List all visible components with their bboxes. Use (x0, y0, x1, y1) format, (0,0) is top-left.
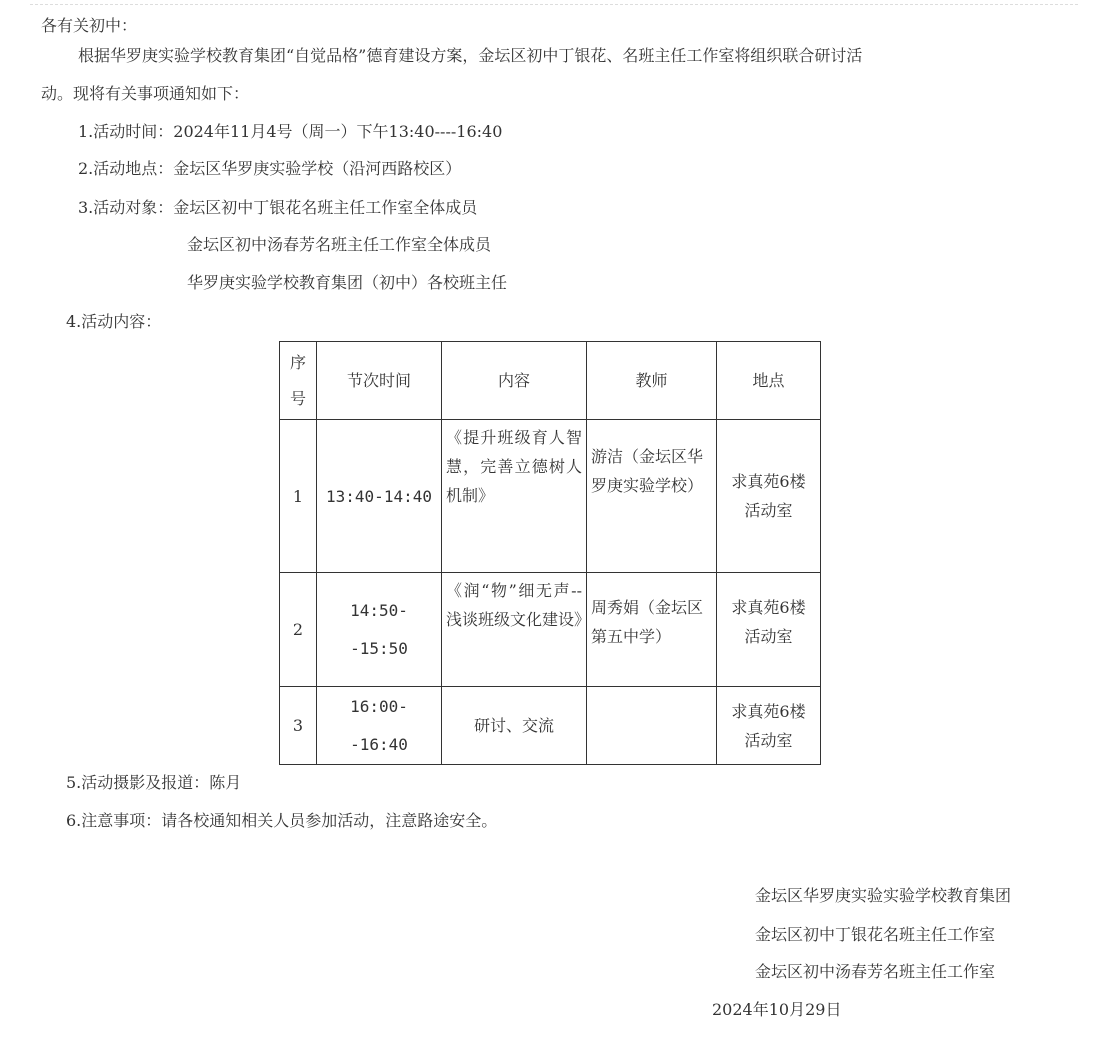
header-place: 地点 (717, 342, 821, 420)
row-2-place: 求真苑6楼活动室 (717, 573, 821, 687)
row-1-no: 1 (280, 420, 317, 573)
signature-org-2: 金坛区初中丁银花名班主任工作室 (755, 925, 996, 944)
row-3-time: 16:00--16:40 (317, 687, 442, 765)
item-notes: 6.注意事项：请各校通知相关人员参加活动，注意路途安全。 (66, 811, 498, 830)
row-1-teacher: 游洁（金坛区华罗庚实验学校） (587, 420, 717, 573)
signature-date: 2024年10月29日 (712, 1000, 842, 1019)
row-2-time: 14:50--15:50 (317, 573, 442, 687)
item-activity-audience: 3.活动对象：金坛区初中丁银花名班主任工作室全体成员 (78, 198, 478, 217)
intro-paragraph-line-1: 根据华罗庚实验学校教育集团“自觉品格”德育建设方案，金坛区初中丁银花、名班主任工作室将组织联合研讨活 (78, 46, 863, 65)
item-activity-time: 1.活动时间：2024年11月4号（周一）下午13:40----16:40 (78, 122, 503, 141)
row-3-teacher (587, 687, 717, 765)
row-1-content: 《提升班级育人智慧，完善立德树人机制》 (442, 420, 587, 573)
row-1-time: 13:40-14:40 (317, 420, 442, 573)
header-content: 内容 (442, 342, 587, 420)
intro-paragraph-line-2: 动。现将有关事项通知如下： (41, 84, 250, 103)
row-3-no: 3 (280, 687, 317, 765)
greeting: 各有关初中： (41, 16, 138, 35)
table-row (280, 420, 821, 573)
row-2-no: 2 (280, 573, 317, 687)
row-3-place: 求真苑6楼活动室 (717, 687, 821, 765)
top-divider (30, 4, 1078, 5)
item-activity-place: 2.活动地点：金坛区华罗庚实验学校（沿河西路校区） (78, 159, 462, 178)
item-activity-audience-3: 华罗庚实验学校教育集团（初中）各校班主任 (187, 273, 508, 292)
table-header-row (280, 342, 821, 420)
header-time: 节次时间 (317, 342, 442, 420)
header-teacher: 教师 (587, 342, 717, 420)
header-no: 序号 (280, 342, 317, 420)
signature-org-3: 金坛区初中汤春芳名班主任工作室 (755, 962, 996, 981)
row-1-place: 求真苑6楼活动室 (717, 420, 821, 573)
row-3-content: 研讨、交流 (442, 687, 587, 765)
item-activity-audience-2: 金坛区初中汤春芳名班主任工作室全体成员 (187, 235, 492, 254)
row-2-teacher: 周秀娟（金坛区第五中学） (587, 573, 717, 687)
table-row (280, 573, 821, 687)
item-activity-content: 4.活动内容： (66, 312, 162, 331)
row-2-content: 《润“物”细无声--浅谈班级文化建设》 (442, 573, 587, 687)
signature-org-1: 金坛区华罗庚实验实验学校教育集团 (755, 886, 1012, 905)
item-photo-report: 5.活动摄影及报道：陈月 (66, 773, 242, 792)
table-row (280, 687, 821, 765)
schedule-table (279, 341, 821, 765)
